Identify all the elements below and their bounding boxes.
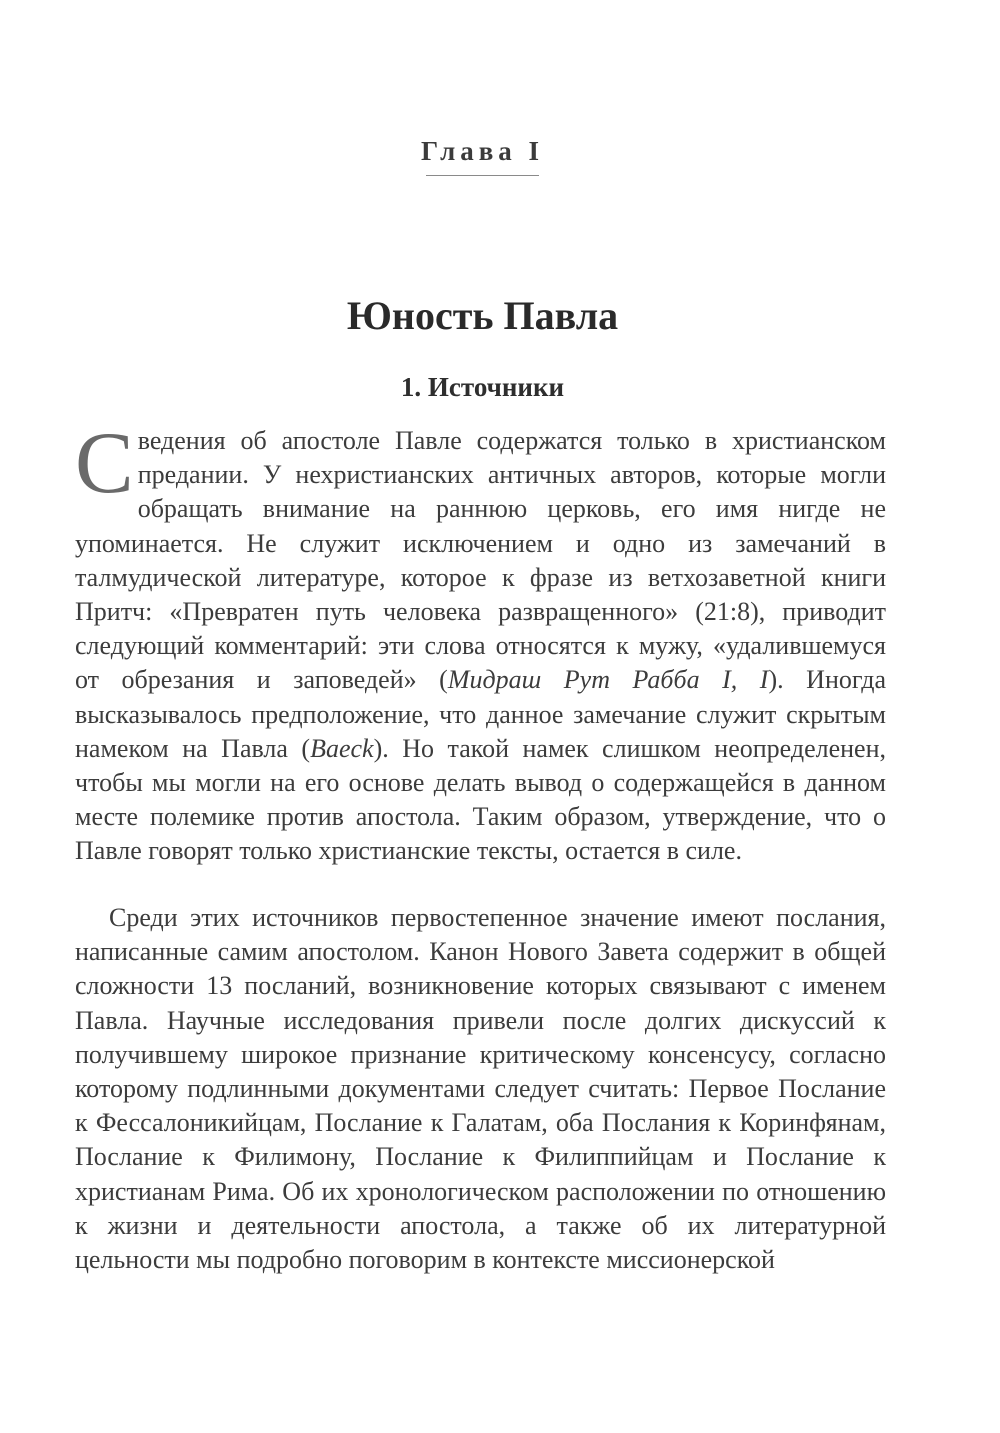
paragraph-text: ведения об апостоле Павле содержатся только в христианском предании. У нехристианских античных авторов, которые могли обращать внимание на раннюю церковь, его имя нигде не упоминается. Не служит исключением и одно из замечаний в талмудической литературе, которое к фразе из ветхозаветной книги Притч: «Превратен путь человека развращенного» (21:8), приводит следующий комментарий: эти слова относятся к мужу, «удалившемуся от обрезания и заповедей» ( [75, 426, 886, 695]
chapter-title: Юность Павла [346, 293, 619, 338]
author-reference: Baeck [310, 733, 374, 763]
paragraph-text: ). Иногда высказывалось предположение, что данное замечание служит скрытым намеком на Павла ( [75, 665, 886, 763]
chapter-divider [426, 175, 539, 176]
paragraph-text: ). Но такой намек слишком неопределенен, чтобы мы могли на его основе делать вывод о содержащейся в данном месте полемике против апостола. Таким образом, утверждение, что о Павле говорят только христианские тексты, остается в силе. [75, 733, 886, 866]
chapter-label: Глава I [420, 136, 545, 166]
paragraph-sources [75, 415, 886, 869]
section-title: 1. Источники [400, 372, 565, 402]
drop-cap: С [75, 415, 134, 512]
citation: Мидраш Рут Рабба I, I [447, 665, 769, 695]
paragraph-epistles: Среди этих источников первостепенное значение имеют послания, написанные самим апостолом. Канон Нового Завета содержит в общей сложности 13 посланий, возникновение которых связывают с именем Павла. Научные исследования привели после долгих дискуссий к получившему широкое признание критическому консенсусу, согласно которому подлинными документами следует считать: Первое Послание к Фессалоникийцам, Послание к Галатам, оба Послания к Коринфянам, Послание к Филимону, Послание к Филиппийцам и Послание к христианам Рима. Об их хронологическом расположении по отношению к жизни и деятельности апостола, а также об их литературной цельности мы подробно поговорим в контексте миссионерской [75, 903, 886, 1275]
